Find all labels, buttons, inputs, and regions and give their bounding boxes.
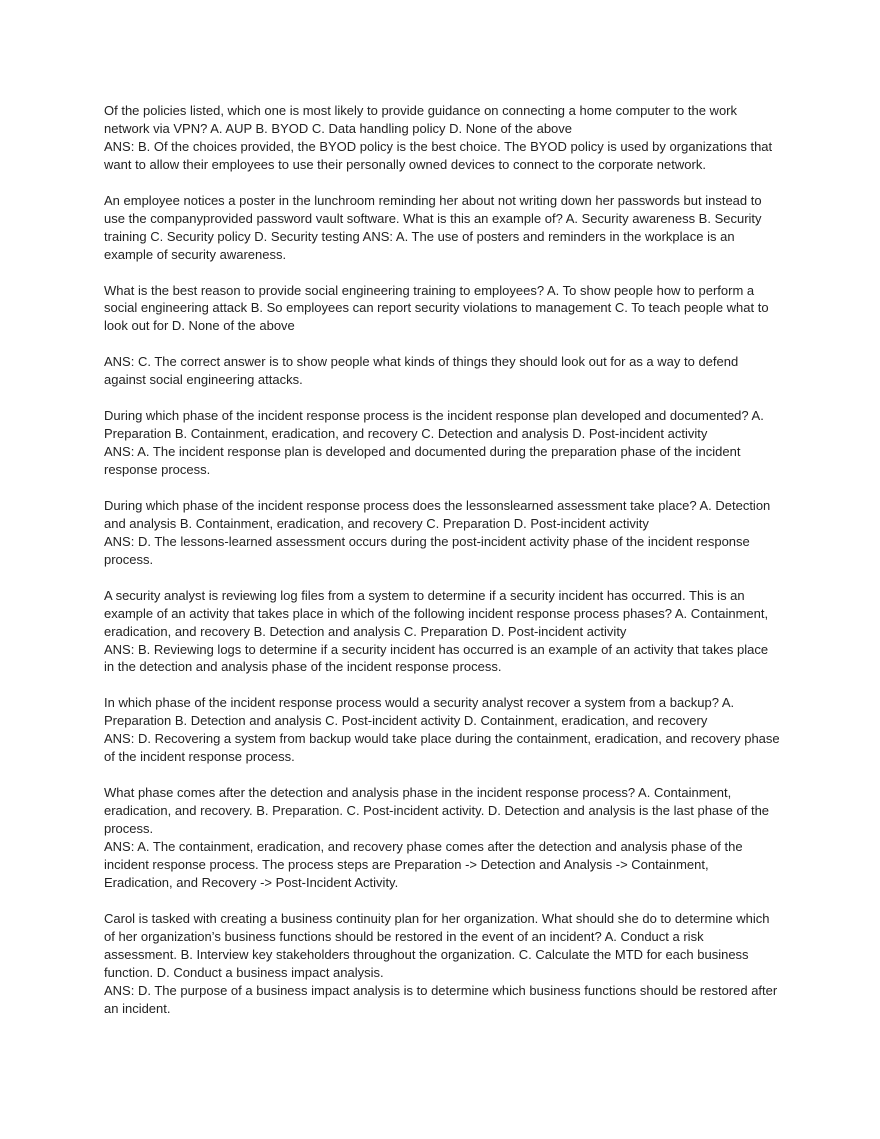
text-line: process.: [104, 821, 154, 836]
text-line: Preparation B. Detection and analysis C. Post-incident activity D. Containment, eradication, and recovery: [104, 713, 708, 729]
text-line: ANS: D. Recovering a system from backup would take place during the containment, eradication, and recovery phase: [104, 731, 780, 747]
text-line: in the detection and analysis phase of the incident response process.: [104, 659, 502, 675]
text-line: eradication, and recovery. B. Preparation. C. Post-incident activity. D. Detection and analysis is the last phase of the: [104, 803, 770, 819]
text-line: ANS: A. The containment, eradication, and recovery phase comes after the detection and analysis phase of the: [104, 838, 743, 854]
question-paragraph: [104, 353, 804, 389]
document-page: [104, 102, 804, 1035]
question-paragraph: [104, 910, 804, 1018]
text-line: want to allow their employees to use their personally owned devices to connect to the corporate network.: [104, 156, 706, 172]
text-line: A security analyst is reviewing log files from a system to determine if a security incident has occurred. This is an: [104, 587, 745, 603]
text-line: During which phase of the incident response process does the lessonslearned assessment take place? A. Detection: [104, 497, 771, 513]
text-line: In which phase of the incident response process would a security analyst recover a system from a backup? A.: [104, 695, 735, 711]
question-paragraph: [104, 407, 804, 479]
text-line: Preparation B. Containment, eradication, and recovery C. Detection and analysis D. Post-incident activity: [104, 426, 708, 442]
text-line: look out for D. None of the above: [104, 318, 295, 334]
text-line: ANS: D. The purpose of a business impact analysis is to determine which business functions should be restored after: [104, 982, 778, 998]
text-line: an incident.: [104, 1000, 171, 1016]
text-line: training C. Security policy D. Security testing ANS: A. The use of posters and reminders in the workplace is an: [104, 228, 735, 244]
text-line: example of security awareness.: [104, 246, 287, 262]
text-line: Carol is tasked with creating a business continuity plan for her organization. What should she do to determine which: [104, 910, 770, 926]
text-line: response process.: [104, 462, 211, 477]
question-paragraph: [104, 587, 804, 677]
text-line: function. D. Conduct a business impact analysis.: [104, 964, 384, 980]
question-paragraph: [104, 192, 804, 264]
text-line: of the incident response process.: [104, 749, 295, 765]
text-line: against social engineering attacks.: [104, 372, 303, 388]
text-line: social engineering attack B. So employees can report security violations to management C. To teach people what to: [104, 300, 769, 316]
text-line: example of an activity that takes place in which of the following incident response process phases? A. Containment,: [104, 605, 769, 621]
text-line: What is the best reason to provide social engineering training to employees? A. To show people how to perform a: [104, 282, 755, 298]
text-line: ANS: B. Of the choices provided, the BYOD policy is the best choice. The BYOD policy is used by organizations that: [104, 138, 773, 154]
question-paragraph: [104, 497, 804, 569]
question-paragraph: [104, 784, 804, 892]
question-paragraph: [104, 282, 804, 336]
text-line: incident response process. The process steps are Preparation -> Detection and Analysis -> Containment,: [104, 856, 709, 872]
text-line: use the companyprovided password vault software. What is this an example of? A. Security awareness B. Security: [104, 210, 762, 226]
text-line: of her organization’s business functions should be restored in the event of an incident? A. Conduct a risk: [104, 928, 704, 944]
text-line: An employee notices a poster in the lunchroom reminding her about not writing down her passwords but instead to: [104, 192, 762, 208]
text-line: ANS: A. The incident response plan is developed and documented during the preparation phase of the incident: [104, 444, 741, 460]
text-line: ANS: C. The correct answer is to show people what kinds of things they should look out for as a way to defend: [104, 354, 739, 370]
text-line: ANS: B. Reviewing logs to determine if a security incident has occurred is an example of an activity that takes place: [104, 641, 769, 657]
text-line: assessment. B. Interview key stakeholders throughout the organization. C. Calculate the MTD for each business: [104, 946, 749, 962]
text-line: ANS: D. The lessons-learned assessment occurs during the post-incident activity phase of the incident response: [104, 533, 750, 549]
text-line: What phase comes after the detection and analysis phase in the incident response process? A. Containment,: [104, 785, 732, 801]
text-line: and analysis B. Containment, eradication, and recovery C. Preparation D. Post-incident activity: [104, 515, 649, 531]
text-line: network via VPN? A. AUP B. BYOD C. Data handling policy D. None of the above: [104, 120, 573, 136]
text-line: Of the policies listed, which one is most likely to provide guidance on connecting a home computer to the work: [104, 103, 738, 118]
question-paragraph: [104, 694, 804, 766]
text-line: eradication, and recovery B. Detection and analysis C. Preparation D. Post-incident activity: [104, 623, 627, 639]
text-line: During which phase of the incident response process is the incident response plan developed and documented? A.: [104, 408, 764, 424]
text-line: process.: [104, 551, 154, 567]
text-line: Eradication, and Recovery -> Post-Incident Activity.: [104, 874, 399, 890]
question-paragraph: [104, 102, 804, 174]
